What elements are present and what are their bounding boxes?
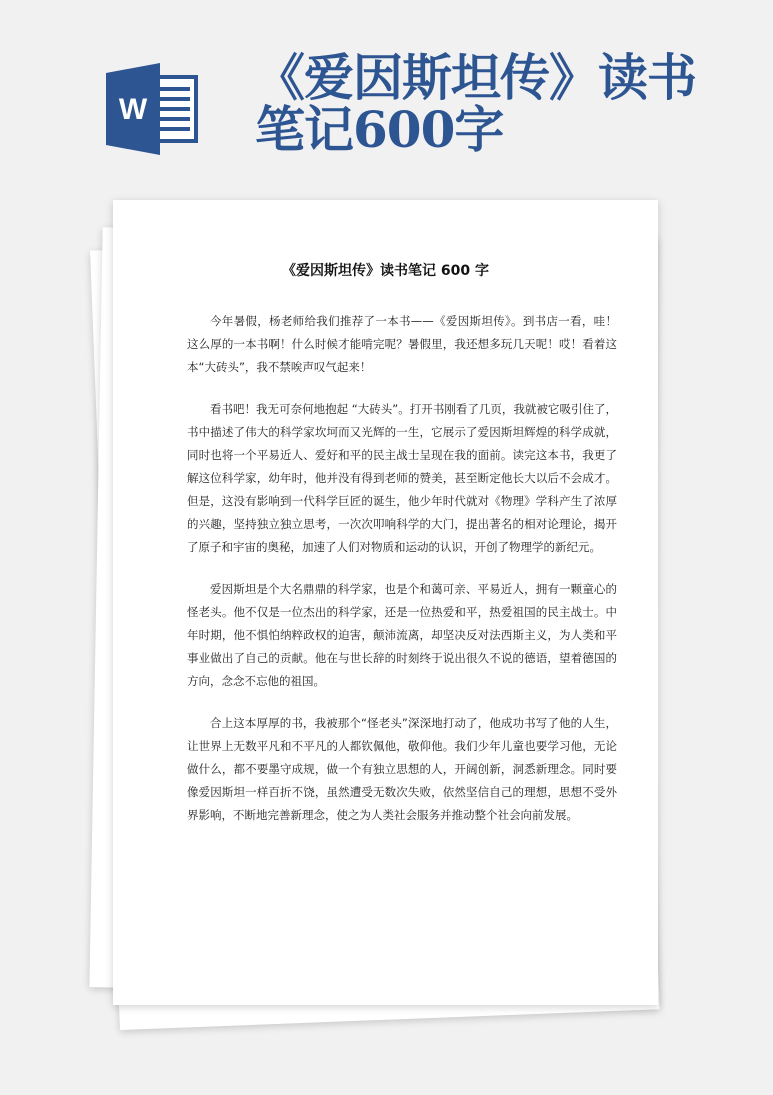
paragraph: 合上这本厚厚的书，我被那个“怪老头”深深地打动了，他成功书写了他的人生，让世界上无数平凡和不平凡的人都钦佩他，敬仰他。我们少年儿童也要学习他，无论做什么，都不要墨守成规，做一个有独立思想的人，开阔创新，洞悉新理念。同时要像爱因斯坦一样百折不饶，虽然遭受无数次失败，依然坚信自己的理想，思想不受外界影响，不断地完善新理念，使之为人类社会服务并推动整个社会向前发展。 xyxy=(187,716,617,822)
document-page xyxy=(113,200,658,1005)
document-body xyxy=(187,310,617,846)
paragraph: 看书吧！我无可奈何地抱起 “大砖头”。打开书刚看了几页，我就被它吸引住了，书中描述了伟大的科学家坎坷而又光辉的一生，它展示了爱因斯坦辉煌的科学成就，同时也将一个平易近人、爱好和平的民主战士呈现在我的面前。读完这本书，我更了解这位科学家，幼年时，他并没有得到老师的赞美，甚至断定他长大以后不会成才。 但是，这没有影响到一代科学巨匠的诞生，他少年时代就对《物理》学科产生了浓厚的兴趣，坚持独立独立思考，一次次叩响科学的大门，提出著名的相对论理论，揭开了原子和宇宙的奥秘，加速了人们对物质和运动的认识，开创了物理学的新纪元。 xyxy=(187,402,617,554)
paragraph: 爱因斯坦是个大名鼎鼎的科学家，也是个和蔼可亲、平易近人，拥有一颗童心的怪老头。他不仅是一位杰出的科学家，还是一位热爱和平，热爱祖国的民主战士。中年时期，他不惧怕纳粹政权的迫害，颠沛流离，却坚决反对法西斯主义，为人类和平事业做出了自己的贡献。他在与世长辞的时刻终于说出很久不说的德语，望着德国的方向，念念不忘他的祖国。 xyxy=(187,582,617,688)
svg-text:W: W xyxy=(118,93,148,126)
document-title: 《爱因斯坦传》读书笔记 600 字 xyxy=(282,263,489,279)
word-document-icon xyxy=(104,63,200,155)
page-title: 《爱因斯坦传》读书笔记600字 xyxy=(255,48,696,159)
paragraph: 今年暑假，杨老师给我们推荐了一本书——《爱因斯坦传》。到书店一看，哇！这么厚的一本书啊！什么时候才能啃完呢？暑假里，我还想多玩几天呢！哎！看着这本“大砖头”，我不禁唉声叹气起来！ xyxy=(187,314,617,374)
